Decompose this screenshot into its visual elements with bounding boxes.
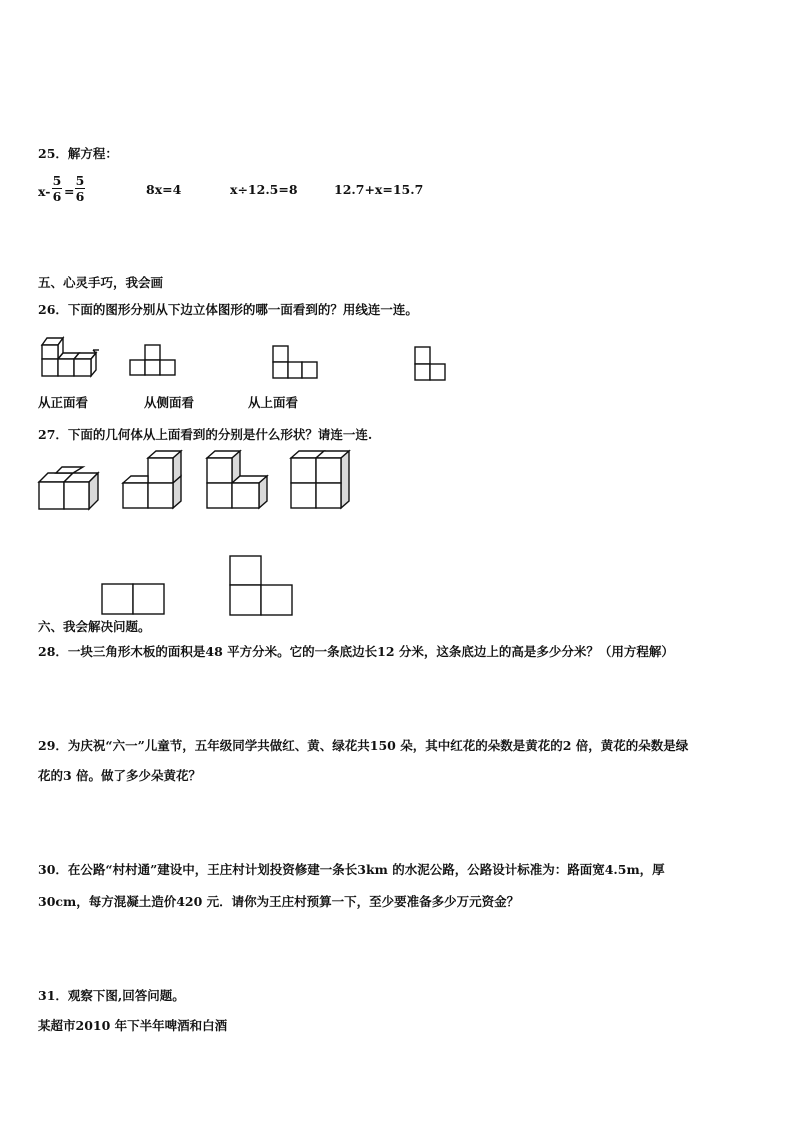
q27-solid-4 (290, 450, 352, 510)
q26-label-top: 从上面看 (248, 395, 299, 410)
eq1-numerator-right: 5 (75, 173, 85, 188)
q29-line-1: 29．为庆祝“六一”儿童节，五年级同学共做红、黄、绿花共150 朵，其中红花的朵数是黄花的2 倍，黄花的朵数是绿 (38, 738, 689, 753)
eq1-denominator-left: 6 (52, 189, 62, 205)
q27-title: 27．下面的几何体从上面看到的分别是什么形状？请连一连. (38, 427, 373, 442)
q30-line-1: 30．在公路“村村通”建设中，王庄村计划投资修建一条长3km 的水泥公路，公路设计标准为：路面宽4.5m，厚 (38, 862, 665, 877)
q27-solid-3 (206, 450, 270, 510)
q27-solid-2 (122, 450, 184, 510)
q26-view-1 (130, 344, 176, 376)
eq1-denominator-right: 6 (75, 189, 85, 205)
q26-label-side: 从侧面看 (144, 395, 195, 410)
eq1-fraction-right (75, 174, 85, 203)
q27-top-view-1 (101, 583, 165, 615)
q25-equation-3: x÷12.5=8 (230, 182, 298, 197)
q28-text: 28．一块三角形木板的面积是48 平方分米。它的一条底边长12 分米，这条底边上的高是多少分米？（用方程解） (38, 644, 674, 659)
q26-label-front: 从正面看 (38, 395, 89, 410)
q25-title: 25．解方程： (38, 146, 118, 161)
q30-line-2: 30cm，每方混凝土造价420 元．请你为王庄村预算一下，至少要准备多少万元资金？ (38, 894, 520, 909)
q26-title: 26．下面的图形分别从下边立体图形的哪一面看到的？用线连一连。 (38, 302, 418, 317)
q29-line-2: 花的3 倍。做了多少朵黄花？ (38, 768, 202, 783)
q25-equation-4: 12.7+x=15.7 (334, 182, 424, 197)
eq1-prefix: x- (38, 184, 51, 199)
q26-solid-figure (40, 335, 100, 379)
eq1-fraction-left (52, 174, 62, 203)
q26-view-3 (414, 346, 446, 381)
q27-solid-1 (38, 466, 100, 510)
section5-title: 五、心灵手巧，我会画 (38, 275, 164, 290)
eq1-numerator-left: 5 (52, 173, 62, 188)
q31-subtitle: 某超市2010 年下半年啤酒和白酒 (38, 1018, 228, 1033)
q27-top-view-2 (229, 555, 293, 616)
section6-title: 六、我会解决问题。 (38, 619, 151, 634)
eq1-equals: = (64, 184, 75, 199)
q26-view-2 (272, 345, 318, 379)
q31-title: 31．观察下图,回答问题。 (38, 988, 185, 1003)
q25-equation-2: 8x=4 (146, 182, 182, 197)
